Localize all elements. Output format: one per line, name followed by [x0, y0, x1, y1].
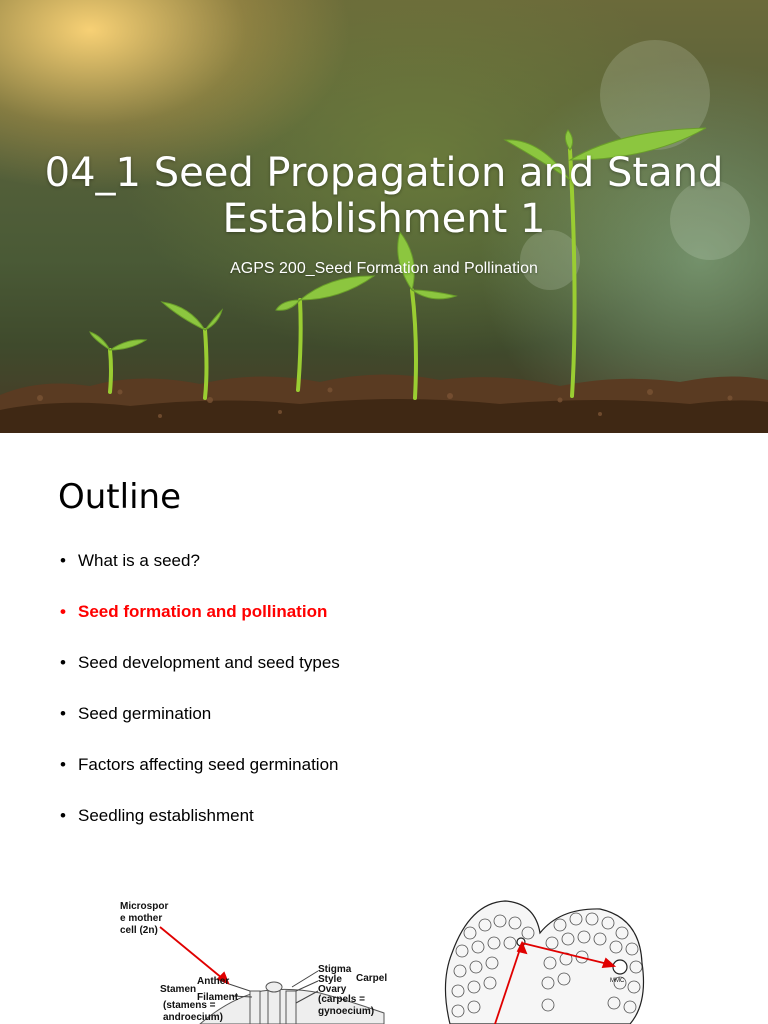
bullet-icon: •: [60, 551, 66, 570]
slide-subtitle: AGPS 200_Seed Formation and Pollination: [230, 260, 538, 277]
outline-item-label: Seedling establishment: [78, 806, 254, 825]
label-carpel: Carpel: [356, 973, 388, 984]
outline-list: [60, 551, 340, 857]
outline-item: [60, 551, 340, 602]
bullet-icon: •: [60, 653, 66, 672]
outline-item: [60, 704, 340, 755]
label-stamen: Stamen: [160, 984, 197, 995]
title-slide: [0, 0, 768, 433]
outline-item-highlighted: [60, 602, 340, 653]
bullet-icon: •: [60, 806, 66, 825]
flower-diagram: [0, 863, 768, 1024]
slide-title: 04_1 Seed Propagation and Stand Establishment 1: [44, 150, 724, 242]
outline-item: [60, 806, 340, 857]
label-stigma: Stigma: [318, 964, 352, 975]
label-style: Style: [318, 974, 342, 985]
outline-item-label: Seed germination: [78, 704, 212, 723]
label-microspore-mother-cell: Microspor e mother cell (2n): [120, 901, 169, 936]
outline-item-label: Seed formation and pollination: [78, 602, 328, 621]
outline-item-label: What is a seed?: [78, 551, 200, 570]
label-filament: Filament: [197, 992, 239, 1003]
outline-item: [60, 755, 340, 806]
label-anther: Anther: [197, 976, 230, 987]
anther-cross-section: [445, 901, 643, 1024]
label-ovary: Ovary: [318, 984, 347, 995]
bullet-icon: •: [60, 755, 66, 774]
bullet-icon: •: [60, 704, 66, 723]
bullet-icon: •: [60, 602, 66, 621]
outline-slide: [0, 433, 768, 863]
label-carpels-gynoecium: (carpels = gynoecium): [318, 994, 375, 1017]
label-mmc: MMC: [610, 978, 625, 984]
outline-item-label: Seed development and seed types: [78, 653, 340, 672]
label-stamens-androecium: (stamens = androecium): [163, 1000, 224, 1023]
outline-item: [60, 653, 340, 704]
outline-heading: Outline: [58, 477, 182, 517]
outline-item-label: Factors affecting seed germination: [78, 755, 339, 774]
diagram-slide: [0, 863, 768, 1024]
